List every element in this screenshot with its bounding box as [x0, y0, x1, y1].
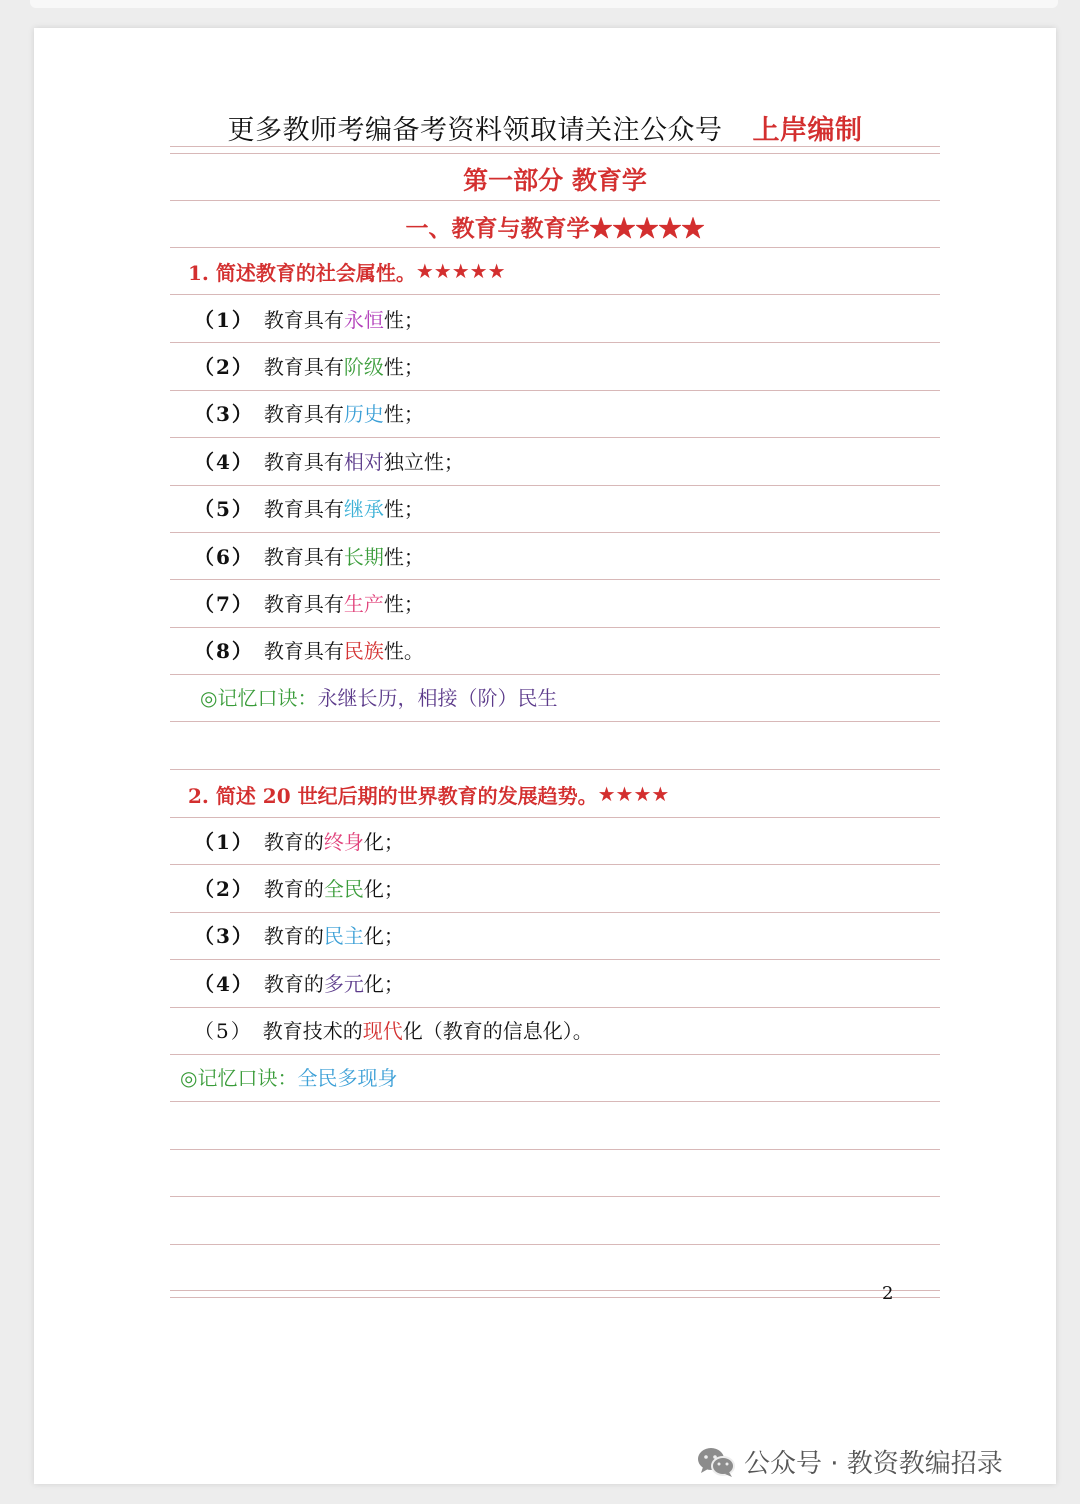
- item-text: 教育具有: [263, 591, 344, 616]
- mnemonic-text: 永继长历，相接（阶）民生: [317, 685, 558, 710]
- item-suffix: 性；: [383, 544, 424, 569]
- item-suffix: 性；: [383, 497, 424, 522]
- rule: [170, 1244, 940, 1245]
- list-item: [170, 390, 964, 436]
- list-item: [170, 627, 964, 673]
- header-text: 更多教师考编备考资料领取请关注公众号: [227, 115, 723, 146]
- question-2-stars: ★★★★: [597, 782, 670, 806]
- item-suffix: 化（教育的信息化）。: [402, 1019, 593, 1044]
- item-keyword: 相对: [343, 449, 384, 474]
- item-keyword: 终身: [323, 829, 364, 854]
- item-suffix: 化；: [363, 876, 404, 901]
- item-number: （2）: [194, 876, 254, 901]
- item-keyword: 历史: [343, 402, 384, 427]
- item-text: 教育具有: [263, 449, 344, 474]
- item-suffix: 性；: [383, 591, 424, 616]
- rule: [170, 769, 940, 770]
- item-keyword: 现代: [362, 1019, 403, 1044]
- item-number: （8）: [194, 639, 254, 664]
- chapter-title-row: [170, 203, 940, 249]
- item-suffix: 化；: [363, 829, 404, 854]
- question-2-title-row: [170, 771, 940, 817]
- item-suffix: 化；: [363, 971, 404, 996]
- item-number: （1）: [194, 307, 254, 332]
- page-number: 2: [882, 1283, 894, 1304]
- rule: [170, 153, 940, 154]
- item-text: 教育的: [263, 829, 324, 854]
- list-item: [170, 864, 964, 910]
- page-header: [34, 108, 1056, 147]
- document-page: [34, 28, 1056, 1484]
- item-number: （4）: [194, 971, 254, 996]
- question-1-stars: ★★★★★: [415, 259, 506, 283]
- item-number: （3）: [194, 924, 254, 949]
- item-suffix: 独立性；: [383, 449, 464, 474]
- item-keyword: 阶级: [343, 354, 384, 379]
- item-text: 教育具有: [263, 544, 344, 569]
- rule: [170, 721, 940, 722]
- watermark: [696, 1443, 1003, 1480]
- item-keyword: 民主: [323, 924, 364, 949]
- mnemonic-label: ◎记忆口诀：: [200, 685, 318, 710]
- mnemonic-text: 全民多现身: [297, 1065, 398, 1090]
- mnemonic-label: ◎记忆口诀：: [180, 1065, 298, 1090]
- item-suffix: 性。: [383, 639, 424, 664]
- item-keyword: 永恒: [343, 307, 384, 332]
- list-item: [170, 912, 964, 958]
- item-keyword: 全民: [323, 876, 364, 901]
- top-strip: [30, 0, 1058, 8]
- item-text: 教育技术的: [262, 1019, 363, 1044]
- section-title: 第一部分 教育学: [463, 166, 647, 195]
- list-item: [170, 342, 964, 388]
- item-text: 教育具有: [263, 497, 344, 522]
- item-suffix: 性；: [383, 354, 424, 379]
- question-1-title: 1. 简述教育的社会属性。: [188, 260, 416, 285]
- question-2-title: 2. 简述 20 世纪后期的世界教育的发展趋势。: [188, 783, 598, 808]
- item-text: 教育具有: [263, 307, 344, 332]
- item-number: （1）: [194, 829, 254, 854]
- item-keyword: 继承: [343, 497, 384, 522]
- item-keyword: 生产: [343, 591, 384, 616]
- rule: [170, 1290, 940, 1291]
- item-number: （7）: [194, 591, 254, 616]
- item-keyword: 民族: [343, 639, 384, 664]
- chapter-title: 一、教育与教育学★★★★★: [405, 214, 705, 242]
- item-number: （5）: [194, 1019, 253, 1044]
- item-text: 教育具有: [263, 354, 344, 379]
- rule: [170, 200, 940, 201]
- item-number: （5）: [194, 497, 254, 522]
- item-number: （2）: [194, 354, 254, 379]
- item-suffix: 性；: [383, 307, 424, 332]
- question-2-mnemonic-row: [170, 1053, 950, 1099]
- item-keyword: 长期: [343, 544, 384, 569]
- item-number: （4）: [194, 449, 254, 474]
- list-item: [170, 485, 964, 531]
- list-item: [170, 437, 964, 483]
- rule: [170, 1149, 940, 1150]
- item-suffix: 化；: [363, 924, 404, 949]
- list-item: [170, 959, 964, 1005]
- wechat-icon: [696, 1446, 736, 1478]
- watermark-text: 公众号 · 教资教编招录: [744, 1449, 1003, 1479]
- item-number: （6）: [194, 544, 254, 569]
- item-text: 教育的: [263, 971, 324, 996]
- item-text: 教育的: [263, 924, 324, 949]
- list-item: [170, 579, 964, 625]
- question-1-mnemonic-row: [170, 673, 970, 719]
- list-item: [170, 1007, 964, 1053]
- item-suffix: 性；: [383, 402, 424, 427]
- item-text: 教育的: [263, 876, 324, 901]
- item-number: （3）: [194, 402, 254, 427]
- question-1-title-row: [170, 248, 940, 294]
- header-brand: 上岸编制: [752, 115, 863, 146]
- section-title-row: [170, 156, 940, 202]
- list-item: [170, 817, 964, 863]
- item-text: 教育具有: [263, 402, 344, 427]
- rule: [170, 1101, 940, 1102]
- list-item: [170, 295, 964, 341]
- rule: [170, 1196, 940, 1197]
- item-keyword: 多元: [323, 971, 364, 996]
- rule: [170, 1297, 940, 1298]
- item-text: 教育具有: [263, 639, 344, 664]
- rule: [170, 146, 940, 147]
- list-item: [170, 532, 964, 578]
